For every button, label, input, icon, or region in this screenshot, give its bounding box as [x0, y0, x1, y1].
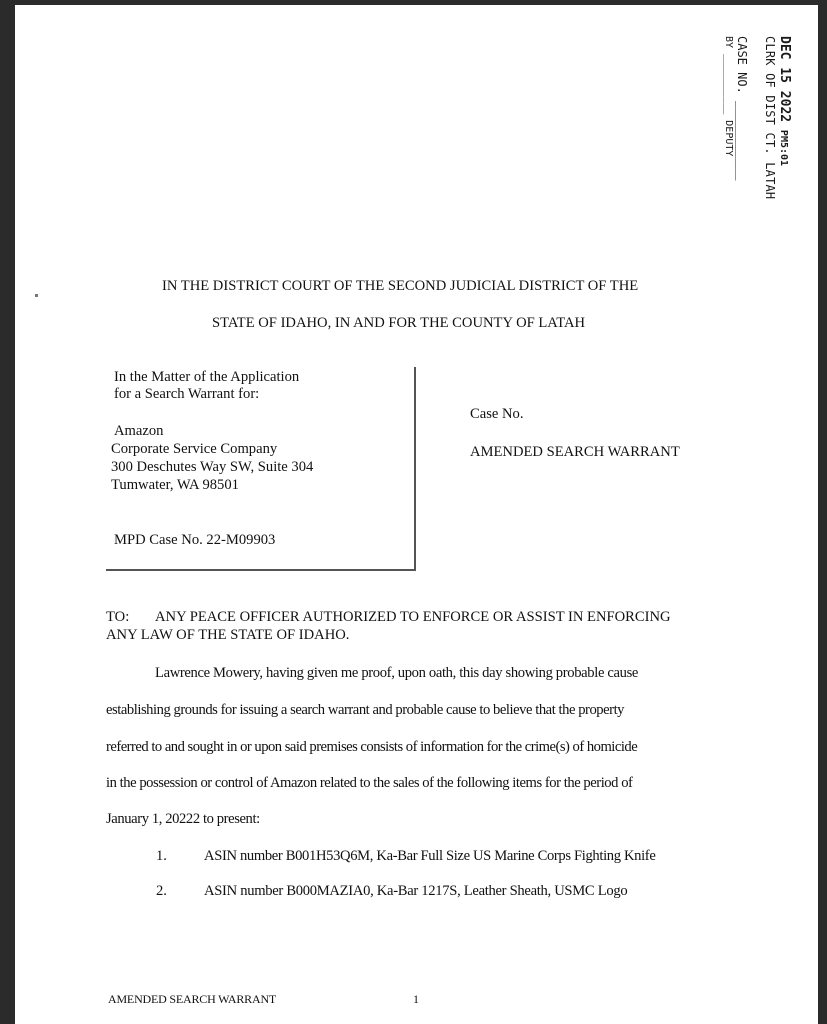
item-number: 1. [156, 848, 167, 864]
to-line2: ANY LAW OF THE STATE OF IDAHO. [106, 627, 350, 643]
party-name: Amazon [114, 423, 164, 439]
paragraph-line: January 1, 20222 to present: [106, 811, 260, 827]
stamp-case-no: CASE NO. ___________ [735, 36, 749, 181]
court-heading-line1: IN THE DISTRICT COURT OF THE SECOND JUDICIAL DISTRICT OF THE [162, 278, 639, 294]
court-heading-line2: STATE OF IDAHO, IN AND FOR THE COUNTY OF LATAH [212, 315, 586, 331]
matter-line2: for a Search Warrant for: [114, 386, 260, 402]
matter-line1: In the Matter of the Application [114, 369, 300, 385]
stamp-date-line [777, 36, 792, 166]
mpd-case-number: MPD Case No. 22-M09903 [114, 532, 276, 548]
item-number: 2. [156, 883, 167, 899]
paragraph-line: referred to and sought in or upon said premises consists of information for the crime(s) of homicide [106, 739, 638, 755]
document-title: AMENDED SEARCH WARRANT [470, 444, 680, 460]
party-address2: Tumwater, WA 98501 [111, 477, 239, 493]
document-page [15, 5, 818, 1024]
to-line1: ANY PEACE OFFICER AUTHORIZED TO ENFORCE OR ASSIST IN ENFORCING [155, 609, 671, 625]
paragraph-line: Lawrence Mowery, having given me proof, upon oath, this day showing probable cause [155, 665, 639, 681]
item-text: ASIN number B001H53Q6M, Ka-Bar Full Size US Marine Corps Fighting Knife [204, 848, 656, 864]
footer-page-number: 1 [413, 992, 419, 1006]
paragraph-line: in the possession or control of Amazon related to the sales of the following items for the period of [106, 775, 633, 791]
stamp-time: PM5:01 [778, 129, 789, 167]
caption-box-right-border [414, 367, 416, 570]
paragraph-line: establishing grounds for issuing a search warrant and probable cause to believe that the property [106, 702, 625, 718]
stamp-clerk: CLRK OF DIST CT. LATAH [763, 36, 777, 200]
case-no-label: Case No. [470, 406, 524, 422]
filing-stamp [716, 36, 796, 212]
party-agent: Corporate Service Company [111, 441, 278, 457]
to-label: TO: [106, 609, 130, 625]
stamp-by-deputy: BY __________ DEPUTY [723, 36, 734, 157]
footer-title: AMENDED SEARCH WARRANT [108, 992, 277, 1006]
stamp-date: DEC 15 2022 [777, 36, 792, 123]
caption-box-bottom-border [106, 569, 416, 571]
item-text: ASIN number B000MAZIA0, Ka-Bar 1217S, Leather Sheath, USMC Logo [204, 883, 628, 899]
scan-speck [35, 294, 38, 297]
party-address1: 300 Deschutes Way SW, Suite 304 [111, 459, 314, 475]
